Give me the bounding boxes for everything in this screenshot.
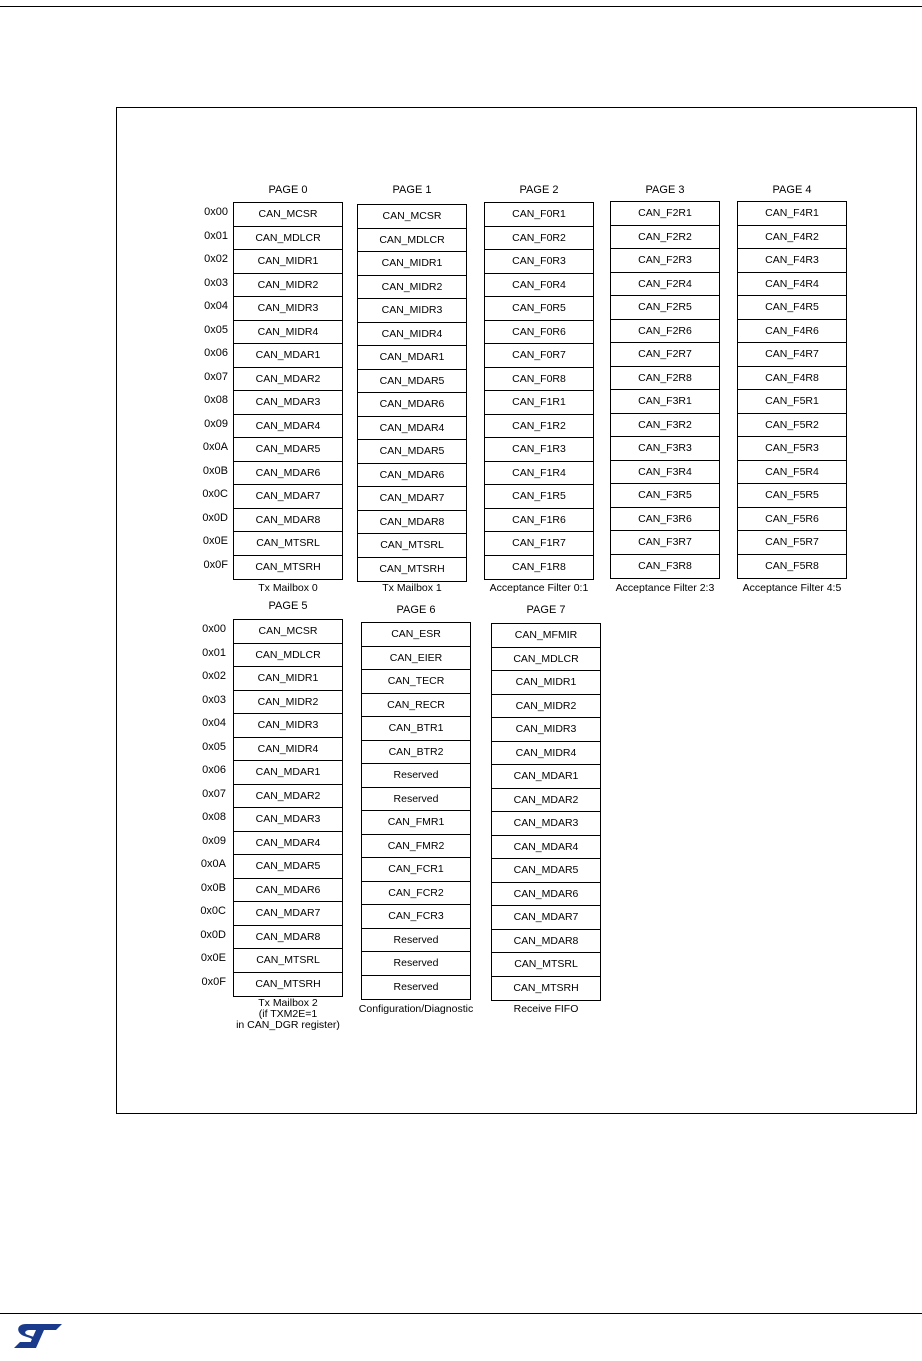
register-cell: CAN_MDAR1 [358,346,466,370]
register-cell: CAN_MDAR4 [358,417,466,441]
register-cell: CAN_MIDR2 [492,695,600,719]
register-column [357,204,467,582]
register-cell: CAN_F4R2 [738,226,846,250]
address-label: 0x0E [202,535,228,547]
register-cell: CAN_F0R1 [485,203,593,227]
register-cell: CAN_F0R5 [485,297,593,321]
register-cell: CAN_F4R6 [738,320,846,344]
register-cell: CAN_F1R1 [485,391,593,415]
register-cell: CAN_F4R1 [738,202,846,226]
register-cell: CAN_MTSRL [234,532,342,556]
register-cell: CAN_MDLCR [358,229,466,253]
register-cell: CAN_F0R4 [485,274,593,298]
register-cell: CAN_MIDR3 [234,714,342,738]
register-cell: CAN_MTSRL [358,534,466,558]
st-logo-icon [8,1320,68,1352]
register-cell: CAN_MDAR7 [234,902,342,926]
page-caption [717,583,867,594]
register-cell: CAN_F2R4 [611,273,719,297]
register-cell: CAN_MIDR1 [234,250,342,274]
register-cell: CAN_F3R6 [611,508,719,532]
page-caption [341,1004,491,1015]
register-cell: CAN_F2R8 [611,367,719,391]
register-cell: CAN_MTSRH [513,981,579,994]
register-cell: CAN_MDAR5 [234,438,342,462]
address-label: 0x0E [200,952,226,964]
register-cell: CAN_MIDR2 [234,274,342,298]
address-label: 0x0F [201,975,226,988]
register-cell: CAN_MDAR6 [358,464,466,488]
register-cell: CAN_MDAR4 [234,832,342,856]
caption-line: Receive FIFO [513,1003,579,1015]
register-cell: CAN_FCR1 [362,858,470,882]
page-title: PAGE 2 [519,184,559,196]
register-cell: CAN_MDAR4 [492,836,600,860]
register-cell: CAN_F5R1 [738,390,846,414]
register-cell: CAN_BTR2 [362,741,470,765]
address-label: 0x05 [204,323,228,336]
register-cell: CAN_F3R1 [611,390,719,414]
register-cell: CAN_MDAR2 [234,785,342,809]
register-cell: CAN_MDAR2 [492,789,600,813]
register-cell: CAN_MDLCR [234,227,342,251]
register-cell: CAN_F0R2 [485,227,593,251]
register-cell: CAN_MIDR1 [234,667,342,691]
address-label: 0x0B [202,464,228,477]
address-label: 0x09 [202,834,226,847]
address-label: 0x00 [204,206,228,218]
register-cell: CAN_F1R2 [485,415,593,439]
caption-line: Tx Mailbox 0 [258,582,318,594]
address-label: 0x0D [200,928,226,941]
address-label: 0x03 [202,693,226,706]
address-label: 0x0C [200,905,226,917]
caption-line: Tx Mailbox 2 [258,997,318,1009]
register-cell: CAN_BTR1 [362,717,470,741]
register-cell: CAN_F5R8 [765,559,819,572]
register-cell: Reserved [393,980,439,993]
register-cell: CAN_MIDR1 [492,671,600,695]
register-cell: CAN_MTSRH [379,562,445,575]
register-cell: CAN_MDAR2 [234,368,342,392]
register-cell: CAN_F5R6 [738,508,846,532]
register-cell: Reserved [362,788,470,812]
register-cell: CAN_F4R3 [738,249,846,273]
address-label: 0x07 [204,370,228,383]
address-label: 0x01 [202,646,226,659]
register-cell: CAN_RECR [362,694,470,718]
register-cell: CAN_MTSRH [255,560,321,573]
register-cell: CAN_MDAR5 [358,370,466,394]
register-cell: CAN_MDAR8 [234,509,342,533]
register-cell: CAN_F4R7 [738,343,846,367]
register-cell: CAN_F5R3 [738,437,846,461]
register-column [233,202,343,580]
register-cell: CAN_MDAR1 [234,344,342,368]
register-cell: CAN_MDLCR [492,648,600,672]
register-cell: CAN_F4R5 [738,296,846,320]
register-cell: CAN_F3R2 [611,414,719,438]
register-cell: CAN_MIDR4 [492,742,600,766]
address-label: 0x0A [200,858,226,870]
address-label: 0x06 [202,764,226,776]
register-cell: CAN_F3R8 [638,559,692,572]
register-cell: CAN_F0R7 [485,344,593,368]
register-cell: CAN_F2R5 [611,296,719,320]
address-label: 0x09 [204,417,228,430]
register-cell: CAN_EIER [362,647,470,671]
address-label: 0x04 [202,717,226,729]
register-cell: CAN_F1R7 [485,532,593,556]
register-cell: CAN_MDAR7 [358,487,466,511]
register-cell: CAN_MDAR8 [358,511,466,535]
register-cell: CAN_MDLCR [234,644,342,668]
register-column [361,622,471,1000]
register-cell: CAN_F2R2 [611,226,719,250]
caption-line: Acceptance Filter 4:5 [742,582,842,594]
register-cell: CAN_FCR3 [362,905,470,929]
register-cell: CAN_ESR [362,623,470,647]
address-label: 0x01 [204,229,228,242]
register-cell: CAN_TECR [362,670,470,694]
caption-line: (if TXM2E=1 [258,1008,318,1020]
register-cell: CAN_MDAR6 [358,393,466,417]
register-cell: CAN_F1R5 [485,485,593,509]
register-cell: CAN_MIDR1 [358,252,466,276]
register-cell: CAN_F0R8 [485,368,593,392]
register-cell: Reserved [362,764,470,788]
register-column [484,202,594,580]
caption-line: in CAN_DGR register) [236,1019,340,1031]
register-cell: CAN_MDAR6 [234,462,342,486]
caption-line: Configuration/Diagnostic [358,1003,474,1015]
address-label: 0x0B [200,881,226,894]
register-cell: CAN_MIDR3 [358,299,466,323]
register-cell: CAN_MIDR3 [234,297,342,321]
register-column [610,201,720,579]
register-cell: CAN_MDAR4 [234,415,342,439]
register-cell: CAN_F1R4 [485,462,593,486]
address-label: 0x06 [204,347,228,359]
register-cell: CAN_MCSR [234,203,342,227]
page-title: PAGE 0 [268,184,308,196]
register-cell: CAN_MFMIR [492,624,600,648]
register-cell: CAN_F2R1 [611,202,719,226]
register-cell: Reserved [362,952,470,976]
register-cell: CAN_F5R4 [738,461,846,485]
page-caption [471,1004,621,1015]
register-cell: CAN_F0R3 [485,250,593,274]
register-cell: CAN_MDAR5 [358,440,466,464]
register-cell: CAN_MIDR2 [234,691,342,715]
page-title: PAGE 5 [268,600,308,612]
register-cell: CAN_MIDR4 [234,738,342,762]
register-cell: CAN_MDAR7 [234,485,342,509]
register-column [233,619,343,997]
register-cell: CAN_MDAR6 [492,883,600,907]
register-cell: CAN_F0R6 [485,321,593,345]
register-cell: CAN_F1R8 [512,560,566,573]
register-cell: CAN_MDAR1 [492,765,600,789]
register-cell: CAN_F1R6 [485,509,593,533]
register-cell: CAN_FCR2 [362,882,470,906]
register-cell: CAN_MDAR6 [234,879,342,903]
register-cell: CAN_MCSR [234,620,342,644]
register-cell: CAN_F2R6 [611,320,719,344]
address-label: 0x03 [204,276,228,289]
register-cell: CAN_MTSRH [255,977,321,990]
address-label: 0x0D [202,511,228,524]
address-label: 0x07 [202,787,226,800]
caption-line: Acceptance Filter 0:1 [489,582,589,594]
register-cell: CAN_MIDR2 [358,276,466,300]
register-cell: CAN_MIDR4 [358,323,466,347]
register-cell: Reserved [362,929,470,953]
register-cell: CAN_MTSRL [234,949,342,973]
register-cell: CAN_F2R3 [611,249,719,273]
address-label: 0x02 [202,670,226,682]
page-title: PAGE 4 [772,184,812,196]
address-label: 0x0C [202,488,228,500]
register-cell: CAN_MIDR3 [492,718,600,742]
page-title: PAGE 7 [526,604,566,616]
address-label: 0x00 [202,623,226,635]
register-cell: CAN_MDAR8 [492,930,600,954]
page-title: PAGE 3 [645,184,685,196]
register-cell: CAN_MCSR [358,205,466,229]
register-cell: CAN_MDAR8 [234,926,342,950]
caption-line: Tx Mailbox 1 [382,582,442,594]
address-label: 0x05 [202,740,226,753]
register-cell: CAN_F3R7 [611,531,719,555]
address-label: 0x04 [204,300,228,312]
register-cell: CAN_F4R4 [738,273,846,297]
address-label: 0x0F [203,558,228,571]
register-cell: CAN_F2R7 [611,343,719,367]
bottom-rule [0,1313,922,1314]
register-cell: CAN_F3R4 [611,461,719,485]
register-cell: CAN_F5R2 [738,414,846,438]
register-cell: CAN_FMR2 [362,835,470,859]
caption-line: Acceptance Filter 2:3 [615,582,715,594]
register-cell: CAN_FMR1 [362,811,470,835]
register-column [737,201,847,579]
address-label: 0x02 [204,253,228,265]
register-cell: CAN_MDAR7 [492,906,600,930]
address-label: 0x08 [202,811,226,823]
register-cell: CAN_MDAR3 [492,812,600,836]
address-label: 0x0A [202,441,228,453]
page-title: PAGE 6 [396,604,436,616]
register-cell: CAN_F5R5 [738,484,846,508]
top-rule [0,6,922,7]
register-cell: CAN_MDAR1 [234,761,342,785]
register-cell: CAN_F3R3 [611,437,719,461]
register-cell: CAN_MTSRL [492,953,600,977]
register-cell: CAN_MIDR4 [234,321,342,345]
register-column [491,623,601,1001]
register-cell: CAN_F4R8 [738,367,846,391]
register-cell: CAN_MDAR5 [492,859,600,883]
register-cell: CAN_MDAR5 [234,855,342,879]
address-label: 0x08 [204,394,228,406]
register-cell: CAN_F5R7 [738,531,846,555]
register-cell: CAN_F3R5 [611,484,719,508]
register-cell: CAN_MDAR3 [234,808,342,832]
register-cell: CAN_MDAR3 [234,391,342,415]
page-title: PAGE 1 [392,184,432,196]
register-cell: CAN_F1R3 [485,438,593,462]
